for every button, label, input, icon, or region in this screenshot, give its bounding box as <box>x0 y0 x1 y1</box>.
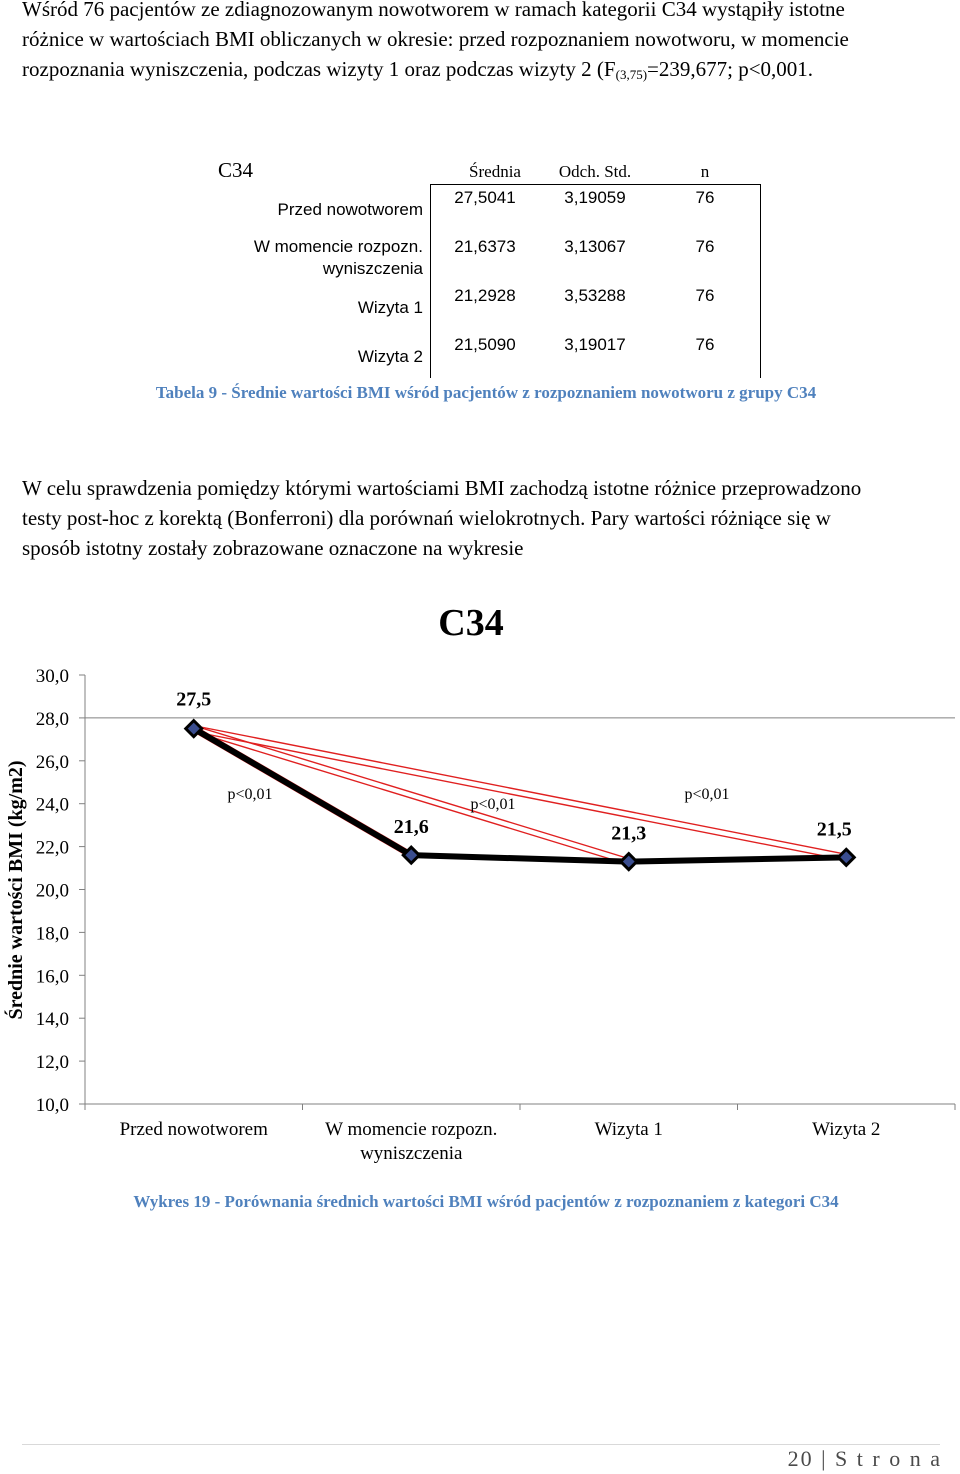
page-number: 20 | S t r o n a <box>787 1446 942 1471</box>
x-tick-label: Wizyta 2 <box>812 1119 881 1140</box>
table-cell-mean: 21,2928 <box>454 286 516 305</box>
table-row-label: Wizyta 2 <box>357 347 423 366</box>
significance-annotation: p<0,01 <box>470 796 516 813</box>
y-tick-label: 20,0 <box>35 880 69 902</box>
table-cell-n: 76 <box>695 188 715 207</box>
x-tick-label: Wizyta 1 <box>594 1119 663 1140</box>
table-cell-n: 76 <box>695 237 715 256</box>
chart-caption: Wykres 19 - Porównania średnich wartości BMI wśród pacjentów z rozpoznaniem z kategori C34 <box>133 1192 839 1211</box>
y-tick-label: 14,0 <box>35 1009 69 1031</box>
significance-annotation: p<0,01 <box>684 786 730 803</box>
table-row-label: wyniszczenia <box>322 259 423 278</box>
x-tick-label: W momencie rozpozn. <box>325 1119 498 1140</box>
data-point <box>838 849 854 865</box>
table-cell-sd: 3,13067 <box>564 237 626 256</box>
y-tick-label: 24,0 <box>35 794 69 816</box>
intro-line-2: różnice w wartościach BMI obliczanych w okresie: przed rozpoznaniem nowotworu, w momencie <box>22 27 849 51</box>
table-cell-mean: 21,6373 <box>454 237 516 256</box>
table-cell-sd: 3,19059 <box>564 188 626 207</box>
data-label: 21,3 <box>611 822 647 845</box>
table-group-label: C34 <box>218 158 254 182</box>
intro-line-3 <box>22 54 813 87</box>
table-row-label: Przed nowotworem <box>277 200 423 219</box>
table-row-label: W momencie rozpozn. <box>253 237 423 256</box>
x-tick-label: Przed nowotworem <box>119 1119 268 1140</box>
bmi-line-chart <box>0 590 960 1190</box>
data-point <box>621 854 637 870</box>
table-left-border <box>430 184 431 378</box>
data-label: 21,5 <box>816 818 852 841</box>
y-tick-label: 28,0 <box>35 708 69 730</box>
table-header-n: n <box>700 162 710 181</box>
significance-line <box>194 732 847 861</box>
table-cell-n: 76 <box>695 335 715 354</box>
table-top-border <box>430 184 761 185</box>
chart-title: C34 <box>438 602 504 644</box>
intro-line-3-post: =239,677; p<0,001. <box>647 57 814 81</box>
y-tick-label: 10,0 <box>35 1095 69 1116</box>
table-header-mean: Średnia <box>469 162 521 181</box>
para2-line-3: sposób istotny zostały zobrazowane oznaczone na wykresie <box>22 536 524 560</box>
y-tick-label: 12,0 <box>35 1052 69 1074</box>
significance-line <box>194 726 847 855</box>
data-label: 21,6 <box>393 816 429 839</box>
y-tick-label: 22,0 <box>35 837 69 859</box>
table-cell-sd: 3,19017 <box>564 335 626 354</box>
data-label: 27,5 <box>176 688 212 711</box>
intro-line-1: Wśród 76 pacjentów ze zdiagnozowanym nowotworem w ramach kategorii C34 wystąpiły istotne <box>22 0 845 21</box>
y-tick-label: 18,0 <box>35 923 69 945</box>
para2-line-1: W celu sprawdzenia pomiędzy którymi wartościami BMI zachodzą istotne różnice przeprowadzono <box>22 476 862 500</box>
intro-line-3-sub: (3,75) <box>615 67 648 82</box>
y-axis-label: Średnie wartości BMI (kg/m2) <box>5 760 27 1020</box>
y-tick-label: 26,0 <box>35 751 69 773</box>
table-right-border <box>760 184 761 378</box>
para2-line-2: testy post-hoc z korektą (Bonferroni) dla porównań wielokrotnych. Pary wartości różniące się w <box>22 506 831 530</box>
table-cell-sd: 3,53288 <box>564 286 626 305</box>
footer-divider <box>22 1444 940 1445</box>
table-row-label: Wizyta 1 <box>357 298 423 317</box>
table-cell-mean: 27,5041 <box>454 188 516 207</box>
intro-line-3-pre: rozpoznania wyniszczenia, podczas wizyty 1 oraz podczas wizyty 2 (F <box>22 57 616 81</box>
table-cell-n: 76 <box>695 286 715 305</box>
table-header-sd: Odch. Std. <box>558 162 632 181</box>
significance-annotation: p<0,01 <box>227 786 273 803</box>
x-tick-label: wyniszczenia <box>360 1143 463 1164</box>
y-tick-label: 30,0 <box>35 666 69 687</box>
table-cell-mean: 21,5090 <box>454 335 516 354</box>
table-caption: Tabela 9 - Średnie wartości BMI wśród pacjentów z rozpoznaniem nowotworu z grupy C34 <box>155 383 817 402</box>
y-tick-label: 16,0 <box>35 966 69 988</box>
